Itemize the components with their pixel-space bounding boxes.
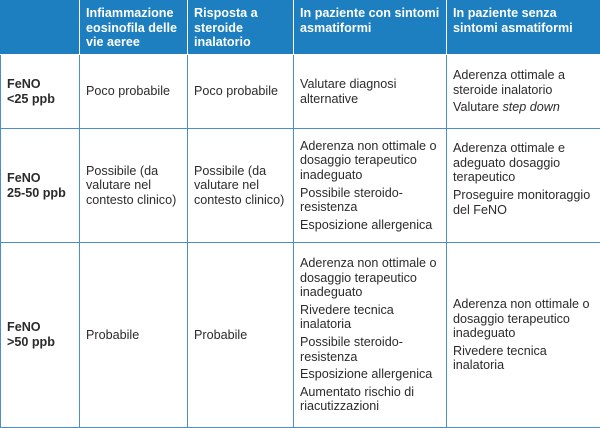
table-row (1, 129, 600, 243)
cell-item: Aumentato rischio di riacutizzazioni (300, 384, 415, 414)
cell-item: Valutare diagnosi alternative (300, 77, 397, 106)
header-steroid-response: Risposta a steroide inalatorio (188, 0, 294, 55)
table-row (1, 55, 600, 129)
cell-item: Aderenza ottimale a steroide inalatorio (453, 68, 566, 97)
header-eosinophilic-inflammation: Infiammazione eosinofila delle vie aeree (80, 0, 188, 55)
cell-response: Possibile (da valutare nel contesto clinico) (188, 129, 294, 243)
row-label (1, 55, 80, 129)
cell-item (453, 100, 594, 115)
cell-without-symptoms (447, 55, 600, 129)
row-label-line: <25 ppb (7, 91, 55, 106)
row-label (1, 243, 80, 428)
cell-with-symptoms (294, 243, 447, 428)
cell-item: Proseguire monitoraggio del FeNO (453, 187, 591, 217)
row-label-line: 25-50 ppb (7, 185, 66, 200)
cell-response: Probabile (188, 243, 294, 428)
row-label-line: FeNO (7, 77, 41, 91)
cell-item: Possibile steroido-resistenza (300, 335, 403, 364)
cell-item: Rivedere tecnica inalatoria (453, 343, 547, 373)
row-label-line: FeNO (7, 171, 41, 185)
row-label (1, 129, 80, 243)
cell-item-italic: step down (502, 100, 560, 115)
cell-item: Esposizione allergenica (300, 367, 433, 382)
cell-item: Aderenza non ottimale o dosaggio terapeutico inadeguato (300, 138, 437, 182)
header-without-symptoms: In paziente senza sintomi asmatiformi (447, 0, 600, 55)
cell-item: Possibile steroido-resistenza (300, 185, 403, 215)
header-with-symptoms: In paziente con sintomi asmatiformi (294, 0, 447, 55)
cell-without-symptoms (447, 129, 600, 243)
cell-item-text: Valutare (453, 100, 503, 115)
cell-response: Poco probabile (188, 55, 294, 129)
cell-without-symptoms (447, 243, 600, 428)
row-label-line: >50 ppb (7, 335, 55, 349)
cell-inflammation: Probabile (80, 243, 188, 428)
cell-item: Aderenza non ottimale o dosaggio terapeutico inadeguato (453, 297, 590, 341)
cell-with-symptoms (294, 55, 447, 129)
header-corner (1, 0, 80, 55)
cell-item: Aderenza non ottimale o dosaggio terapeutico inadeguato (300, 256, 437, 300)
cell-item: Esposizione allergenica (300, 217, 433, 232)
row-label-line: FeNO (7, 320, 41, 335)
cell-item: Aderenza ottimale e adeguato dosaggio terapeutico (453, 141, 566, 185)
cell-inflammation: Poco probabile (80, 55, 188, 129)
table-row (1, 243, 600, 428)
cell-item: Rivedere tecnica inalatoria (300, 302, 394, 332)
header-row (1, 0, 600, 55)
cell-with-symptoms (294, 129, 447, 243)
cell-inflammation: Possibile (da valutare nel contesto clinico) (80, 129, 188, 243)
